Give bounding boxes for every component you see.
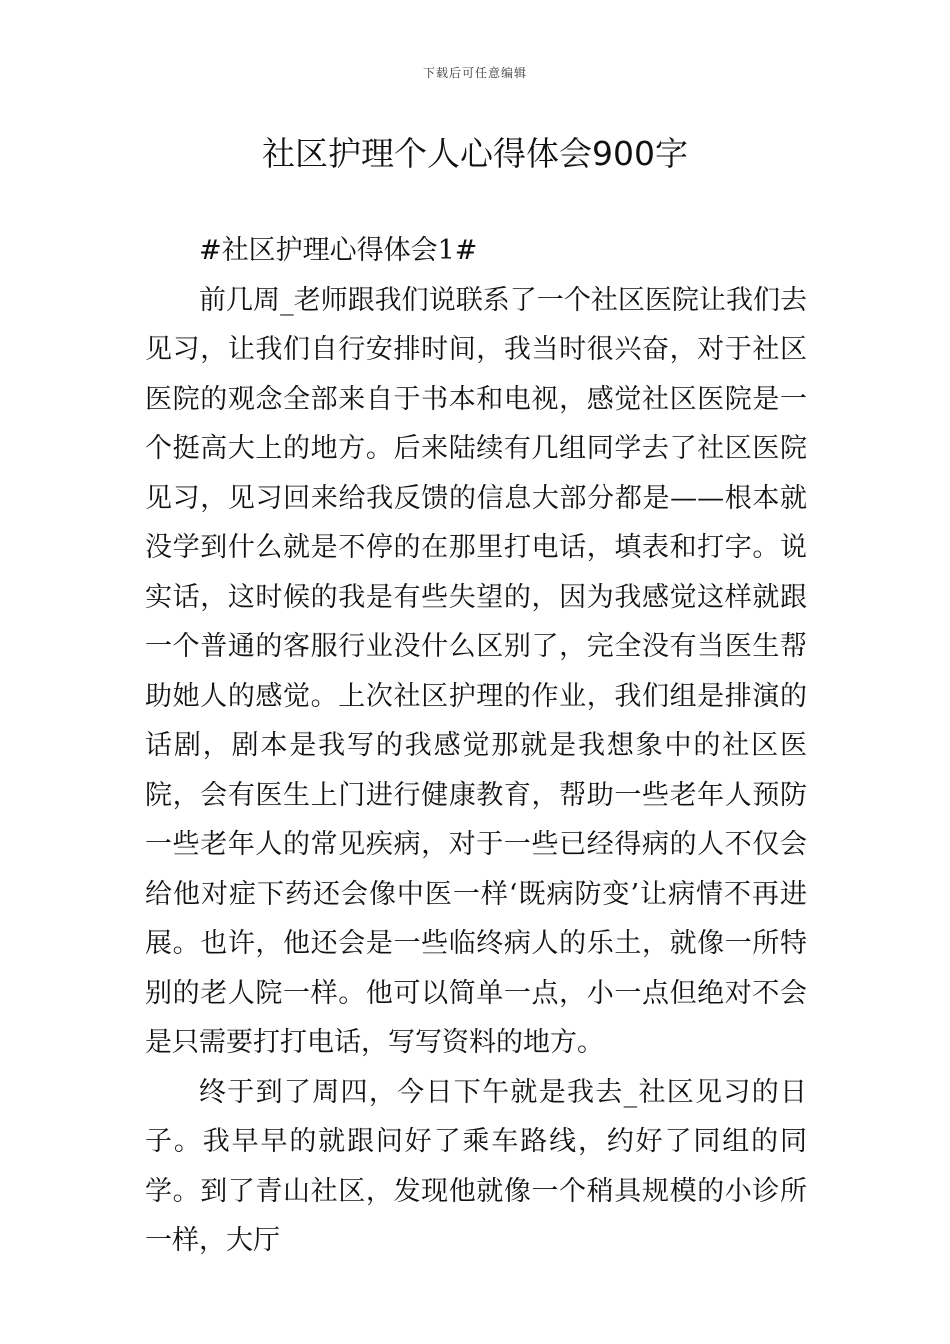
section-heading: #社区护理心得体会1# [199,235,478,266]
document-body [145,226,807,1266]
header-note: 下载后可任意编辑 [422,66,527,80]
body-paragraph: 终于到了周四，今日下午就是我去_社区见习的日子。我早早的就跟问好了乘车路线，约好了同组的同学。到了青山社区，发现他就像一个稍具规模的小诊所一样，大厅 [145,1076,807,1256]
document-title: 社区护理个人心得体会900字 [262,134,688,173]
body-paragraph: 前几周_老师跟我们说联系了一个社区医院让我们去见习，让我们自行安排时间，我当时很兴奋，对于社区医院的观念全部来自于书本和电视，感觉社区医院是一个挺高大上的地方。后来陆续有几组同学去了社区医院见习，见习回来给我反馈的信息大部分都是——根本就没学到什么就是不停的在那里打电话，填表和打字。说实话，这时候的我是有些失望的，因为我感觉这样就跟一个普通的客服行业没什么区别了，完全没有当医生帮助她人的感觉。上次社区护理的作业，我们组是排演的话剧，剧本是我写的我感觉那就是我想象中的社区医院，会有医生上门进行健康教育，帮助一些老年人预防一些老年人的常见疾病，对于一些已经得病的人不仅会给他对症下药还会像中医一样‘既病防变’让病情不再进展。也许，他还会是一些临终病人的乐土，就像一所特别的老人院一样。他可以简单一点，小一点但绝对不会是只需要打打电话，写写资料的地方。 [145,284,807,1058]
